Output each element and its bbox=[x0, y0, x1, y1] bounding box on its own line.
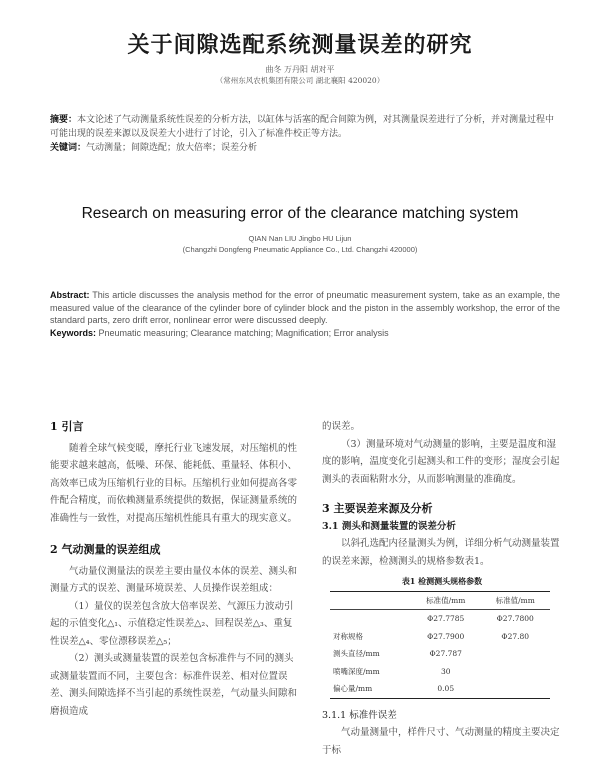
table-cell: 喷嘴深度/mm bbox=[333, 666, 380, 676]
left-column bbox=[50, 418, 298, 720]
table-row bbox=[330, 610, 550, 628]
section-2-paragraph-3: （2）测头或测量装置的误差包含标准件与不同的测头或测量装置而不同，主要包含：标准件误差、相对位置误差、测头间隙选择不当引起的系统性误差，气动量头间隙和磨损造成 bbox=[50, 653, 298, 717]
table-cell: 偏心量/mm bbox=[333, 684, 373, 693]
section-3-heading: 3 主要误差来源及分析 bbox=[322, 502, 433, 515]
table-row bbox=[330, 645, 550, 663]
table-cell: 0.05 bbox=[437, 684, 455, 693]
table-cell bbox=[480, 680, 550, 698]
english-affiliation: (Changzhi Dongfeng Pneumatic Appliance Co., Ltd. Changzhi 420000) bbox=[182, 245, 418, 254]
table-cell: Φ27.7800 bbox=[496, 614, 534, 623]
abstract-label: 摘要： bbox=[50, 115, 78, 125]
subsection-3-1-1-paragraph: 气动量测量中，样件尺寸、气动测量的精度主要决定于标 bbox=[322, 727, 560, 756]
english-keywords bbox=[50, 327, 560, 340]
section-2-paragraph-2: （1）量仪的误差包含放大倍率误差、气源压力波动引起的示值变化△₁、示值稳定性误差△₂、回程误差△₃、重复性误差△₄、零位漂移误差△₅； bbox=[50, 600, 294, 647]
section-2-paragraph-1: 气动量仪测量法的误差主要由量仪本体的误差、测头和测量方式的误差、测量环境误差、人员操作误差组成： bbox=[50, 565, 298, 594]
table-row bbox=[330, 663, 550, 681]
chinese-keywords bbox=[50, 141, 558, 155]
chinese-abstract bbox=[50, 113, 558, 141]
affiliation: （常州东风农机集团有限公司 湖北襄阳 420020） bbox=[215, 76, 385, 85]
table-cell: Φ27.787 bbox=[429, 649, 462, 658]
english-title: Research on measuring error of the clearance matching system bbox=[81, 205, 519, 222]
table-header-cell: 标准值/mm bbox=[480, 591, 550, 610]
right-column bbox=[322, 418, 562, 759]
keywords-label: 关键词： bbox=[50, 143, 87, 153]
table-cell: 对称规格 bbox=[333, 631, 363, 641]
section-1-paragraph: 随着全球气候变暖，摩托行业飞速发展，对压缩机的性能要求越来越高，低噪、环保、能耗低、重量轻、体积小、高效率已成为压缩机行业的目标。压缩机行业如何提高各零件配合精度，而依赖测量系统提供的数据，保证测量系统的准确性与一致性，对提高压缩机性能具有重大的现实意义。 bbox=[50, 442, 298, 524]
table-header-cell bbox=[330, 591, 411, 610]
table-header-cell: 标准值/mm bbox=[411, 591, 480, 610]
table-cell bbox=[480, 645, 550, 663]
section-1-heading: 1 引言 bbox=[50, 420, 84, 433]
english-abstract-block bbox=[50, 289, 560, 339]
english-authors: QIAN Nan LIU Jingbo HU Lijun bbox=[248, 234, 352, 243]
english-abstract-text: This article discusses the analysis method for the error of pneumatic measurement system, take as an example, the measured value of the clearance of the cylinder bore of cylinder block and the piston in the assembly workshop, the error of the standard parts, zero drift error, nonlinear error were discussed deeply. bbox=[50, 290, 561, 325]
subsection-3-1-heading: 3.1 测头和测量装置的误差分析 bbox=[322, 520, 456, 532]
chinese-abstract-block bbox=[50, 113, 558, 155]
table-cell bbox=[330, 610, 411, 628]
table-row bbox=[330, 628, 550, 646]
table-cell bbox=[480, 663, 550, 681]
continued-text: 的误差。 bbox=[322, 421, 361, 432]
table-cell: 30 bbox=[440, 666, 451, 676]
abstract-text: 本文论述了气动测量系统性误差的分析方法，以缸体与活塞的配合间隙为例，对其测量误差进行了分析，并对测量过程中可能出现的误差来源以及误差大小进行了讨论，引入了标准件校正等方法。 bbox=[50, 115, 555, 139]
table-row bbox=[330, 680, 550, 698]
english-keywords-label: Keywords: bbox=[50, 327, 97, 338]
table-header-row bbox=[330, 591, 550, 610]
section-2-heading: 2 气动测量的误差组成 bbox=[50, 543, 161, 556]
table-cell: Φ27.7785 bbox=[427, 614, 465, 623]
table-cell: Φ27.80 bbox=[501, 631, 530, 641]
english-keywords-text: Pneumatic measuring; Clearance matching; Magnification; Error analysis bbox=[98, 327, 389, 338]
table-1-caption: 表1 检测测头规格参数 bbox=[401, 576, 483, 586]
chinese-title: 关于间隙选配系统测量误差的研究 bbox=[127, 32, 473, 58]
authors: 曲冬 万丹阳 胡对平 bbox=[265, 65, 335, 74]
english-abstract-label: Abstract: bbox=[50, 290, 90, 300]
section-2-paragraph-4: （3）测量环境对气动测量的影响，主要是温度和湿度的影响，温度变化引起测头和工件的变形；湿度会引起测头的表面粘附水分，从而影响测量的准确度。 bbox=[322, 438, 560, 485]
table-cell: 测头直径/mm bbox=[333, 649, 380, 658]
subsection-3-1-paragraph: 以斜孔选配内径量测头为例，详细分析气动测量装置的误差来源，检测测头的规格参数表1。 bbox=[322, 538, 560, 567]
table-1 bbox=[330, 591, 550, 699]
subsection-3-1-1-heading: 3.1.1 标准件误差 bbox=[322, 709, 397, 721]
english-abstract bbox=[50, 289, 560, 327]
keywords-text: 气动测量；间隙选配；放大倍率；误差分析 bbox=[86, 143, 258, 153]
table-cell: Φ27.7900 bbox=[427, 631, 465, 641]
